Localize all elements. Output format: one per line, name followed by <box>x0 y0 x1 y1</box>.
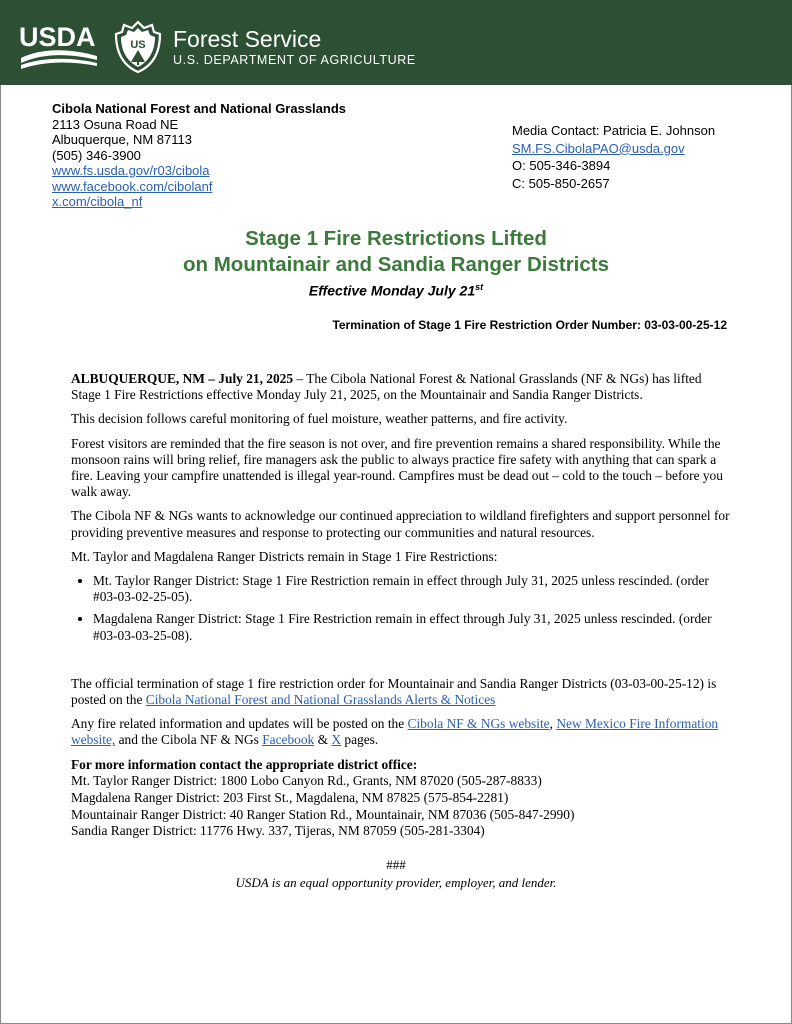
effective-sup: st <box>475 282 484 292</box>
facebook-page-link[interactable]: Facebook <box>262 732 315 748</box>
updates-text: Any fire related information and updates will be posted on the <box>71 716 408 732</box>
facebook-link[interactable]: www.facebook.com/cibolanf <box>52 178 213 194</box>
cibola-website-link[interactable]: Cibola NF & NGs website <box>407 716 550 732</box>
district-contact-line: Mt. Taylor Ranger District: 1800 Lobo Canyon Rd., Grants, NM 87020 (505-287-8833) <box>71 773 542 789</box>
paragraph-lead <box>71 371 731 403</box>
forest-service-shield-icon <box>114 20 162 74</box>
office-address-line1: 2113 Osuna Road NE <box>52 116 179 132</box>
paragraph-termination <box>71 676 731 708</box>
district-contacts <box>71 757 731 841</box>
headline <box>0 226 792 278</box>
office-name: Cibola National Forest and National Grasslands <box>52 101 347 116</box>
district-contact-line: Mountainair Ranger District: 40 Ranger Station Rd., Mountainair, NM 87036 (505-847-2990) <box>71 806 575 822</box>
headline-line2: on Mountainair and Sandia Ranger Districts <box>182 253 609 276</box>
end-mark: ### <box>386 857 406 872</box>
office-website-link[interactable]: www.fs.usda.gov/r03/cibola <box>52 163 210 178</box>
media-office-phone: O: 505-346-3894 <box>512 158 611 174</box>
paragraph: This decision follows careful monitoring of fuel moisture, weather patterns, and fire activity. <box>71 411 568 427</box>
media-cell-phone: C: 505-850-2657 <box>512 175 610 191</box>
lead-text: – The Cibola National Forest & National Grasslands (NF & NGs) has lifted Stage 1 Fire Restrictions effective Monday July 21, 2025, on the Mountainair and Sandia Ranger Districts. <box>71 371 702 403</box>
paragraph: Mt. Taylor and Magdalena Ranger Districts remain in Stage 1 Fire Restrictions: <box>71 548 498 564</box>
order-number: Termination of Stage 1 Fire Restriction Order Number: 03-03-00-25-12 <box>332 318 727 332</box>
agency-name: Forest Service <box>173 26 322 52</box>
x-page-link[interactable]: X <box>331 732 342 748</box>
nm-fire-info-link[interactable]: New Mexico Fire Information website, <box>71 716 719 748</box>
alerts-notices-link[interactable]: Cibola National Forest and National Grasslands Alerts & Notices <box>145 692 496 708</box>
updates-text: and the Cibola NF & NGs <box>115 732 263 748</box>
paragraph: Forest visitors are reminded that the fire season is not over, and fire prevention remains a shared responsibility. While the monsoon rains will bring relief, fire managers ask the public to always practice fire safety with anything that can spark a fire. Leaving your campfire unattended is illegal year-round. Campfires must be dead out – cold to the touch – before you walk away. <box>71 435 723 500</box>
headline-line1: Stage 1 Fire Restrictions Lifted <box>245 227 547 250</box>
paragraph-updates <box>71 716 731 748</box>
effective-date <box>0 282 792 299</box>
office-address-line2: Albuquerque, NM 87113 <box>52 132 192 147</box>
district-contacts-heading: For more information contact the appropriate district office: <box>71 756 418 772</box>
media-contact-name: Media Contact: Patricia E. Johnson <box>512 123 716 138</box>
usda-logo-text: USDA <box>19 22 96 52</box>
restriction-list <box>71 573 731 644</box>
list-item: • Mt. Taylor Ranger District: Stage 1 Fire Restriction remain in effect through July 31, 2025 unless rescinded. (order #03-03-02-25-05). <box>93 573 731 605</box>
usda-logo <box>19 22 99 70</box>
updates-text: , <box>549 716 557 732</box>
effective-text: Effective Monday July 21 <box>308 282 476 299</box>
termination-text: The official termination of stage 1 fire restriction order for Mountainair and Sandia Ranger Districts (03-03-00-25-12) is posted on the <box>71 675 717 708</box>
updates-text: pages. <box>341 732 379 748</box>
shield-text: US <box>130 39 146 51</box>
press-release-body <box>71 371 731 840</box>
list-item: • Magdalena Ranger District: Stage 1 Fire Restriction remain in effect through July 31, 2025 unless rescinded. (order #03-03-03-25-08). <box>93 611 731 643</box>
header-banner <box>0 0 792 85</box>
media-email-link[interactable]: SM.FS.CibolaPAO@usda.gov <box>512 140 685 156</box>
office-contact-block <box>52 101 346 210</box>
department-name: U.S. DEPARTMENT OF AGRICULTURE <box>173 53 416 67</box>
updates-text: & <box>314 732 332 748</box>
eeo-statement: USDA is an equal opportunity provider, employer, and lender. <box>235 875 557 890</box>
office-phone: (505) 346-3900 <box>52 147 141 163</box>
x-link[interactable]: x.com/cibola_nf <box>52 194 143 209</box>
district-contact-line: Magdalena Ranger District: 203 First St., Magdalena, NM 87825 (575-854-2281) <box>71 790 509 806</box>
paragraph: The Cibola NF & NGs wants to acknowledge our continued appreciation to wildland firefighters and support personnel for providing preventive measures and response to protecting our communities and natural resources. <box>71 508 730 540</box>
dateline: ALBUQUERQUE, NM – July 21, 2025 <box>71 371 294 386</box>
media-contact-block <box>512 122 715 192</box>
district-contact-line: Sandia Ranger District: 11776 Hwy. 337, Tijeras, NM 87059 (505-281-3304) <box>71 823 485 839</box>
